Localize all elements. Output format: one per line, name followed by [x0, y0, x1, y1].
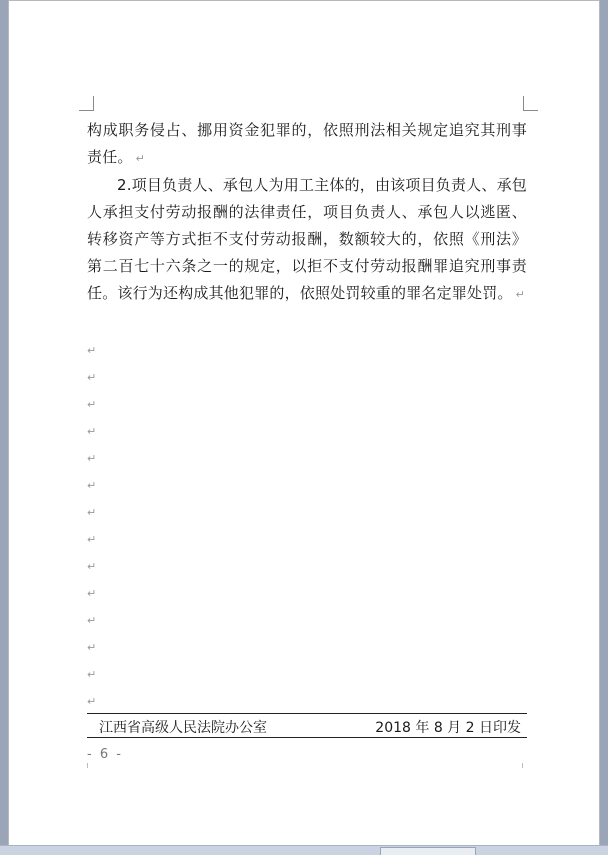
footer-rule-top: [87, 713, 527, 714]
paragraph-mark-icon: ↵: [87, 614, 97, 627]
footer-issuer: 江西省高级人民法院办公室: [99, 720, 267, 736]
crop-mark-top-left: [79, 96, 94, 111]
paragraph-mark-icon: ↵: [87, 695, 97, 708]
paragraph-mark-icon: ↵: [87, 344, 97, 357]
paragraph-mark-icon: ↵: [515, 288, 526, 301]
paragraph-2: 2.项目负责人、承包人为用工主体的，由该项目负责人、承包人承担支付劳动报酬的法律责任，项目负责人、承包人以逃匿、转移资产等方式拒不支付劳动报酬，数额较大的，依照《刑法》第二百七十六条之一的规定，以拒不支付劳动报酬罪追究刑事责任。该行为还构成其他犯罪的，依照处罚较重的罪名定罪处罚。 ↵: [87, 176, 527, 302]
page-number: - 6 -: [87, 747, 123, 762]
margin-tick-left: [87, 763, 88, 768]
paragraph-mark-icon: ↵: [87, 425, 97, 438]
footer-date: 2018 年 8 月 2 日印发: [375, 720, 521, 736]
paragraph-mark-icon: ↵: [87, 533, 97, 546]
paragraph-mark-icon: ↵: [87, 560, 97, 573]
paragraph-mark-icon: ↵: [87, 506, 97, 519]
paragraph-mark-icon: ↵: [87, 479, 97, 492]
status-bar: [0, 845, 608, 855]
paragraph-1: 构成职务侵占、挪用资金犯罪的，依照刑法相关规定追究其刑事责任。 ↵: [87, 121, 527, 166]
footer-rule-bottom: [87, 737, 527, 738]
paragraph-mark-icon: ↵: [87, 371, 97, 384]
paragraph-mark-icon: ↵: [87, 452, 97, 465]
document-page: [8, 0, 600, 846]
paragraph-mark-icon: ↵: [87, 587, 97, 600]
paragraph-mark-icon: ↵: [87, 398, 97, 411]
paragraph-mark-icon: ↵: [135, 152, 146, 165]
body-text[interactable]: [87, 117, 527, 308]
paragraph-mark-icon: ↵: [87, 668, 97, 681]
view-button[interactable]: [380, 847, 476, 855]
empty-lines: [87, 344, 96, 722]
paragraph-mark-icon: ↵: [87, 641, 97, 654]
margin-tick-right: [522, 763, 523, 768]
crop-mark-top-right: [523, 96, 538, 111]
